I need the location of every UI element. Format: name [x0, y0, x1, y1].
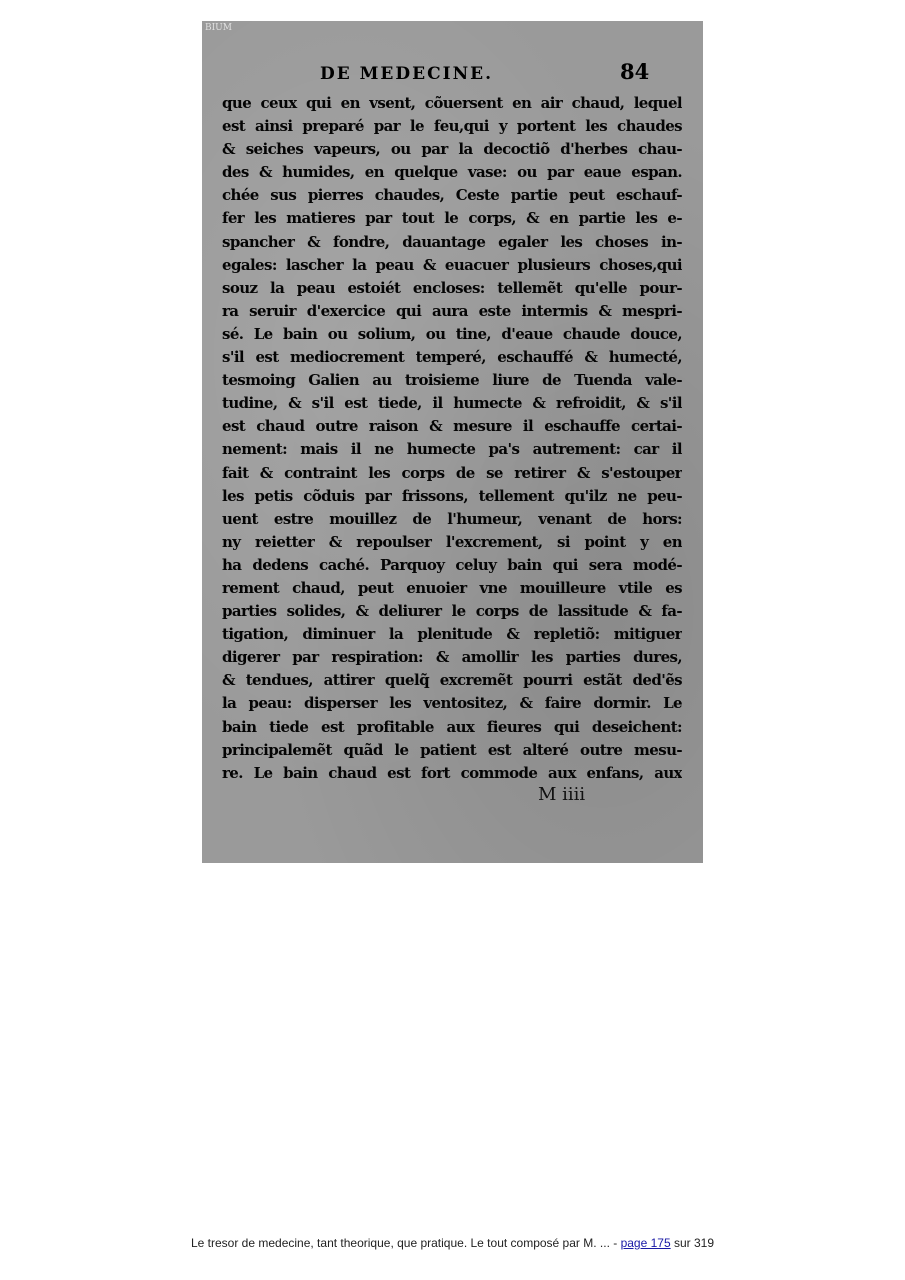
text-line: bain tiede est profitable aux fieures qui deseichent:: [222, 717, 682, 736]
signature-mark: M iiii: [538, 784, 586, 805]
text-line: chée sus pierres chaudes, Ceste partie peut eschauf-: [222, 186, 682, 205]
text-line: que ceux qui en vsent, cõuersent en air chaud, lequel: [222, 94, 682, 112]
text-line: re. Le bain chaud est fort commode aux enfans, aux: [222, 763, 682, 782]
text-line: & seiches vapeurs, ou par la decoctiõ d'herbes chau-: [222, 140, 682, 159]
text-line: tesmoing Galien au troisieme liure de Tuenda vale-: [222, 371, 682, 390]
text-line: ny reietter & repoulser l'excrement, si point y en: [222, 532, 682, 551]
text-line: sé. Le bain ou solium, ou tine, d'eaue chaude douce,: [222, 324, 682, 343]
text-line: egales: lascher la peau & euacuer plusieurs choses,qui: [222, 255, 682, 274]
document-caption: Le tresor de medecine, tant theorique, que pratique. Le tout composé par M. ... -: [190, 1236, 621, 1250]
text-line: s'il est mediocrement temperé, eschauffé & humecté,: [222, 348, 682, 367]
text-line: parties solides, & deliurer le corps de lassitude & fa-: [222, 602, 682, 621]
printed-page-number: 84: [620, 59, 650, 84]
running-title: DE MEDECINE.: [320, 64, 493, 84]
text-line: uent estre mouillez de l'humeur, venant de hors:: [222, 509, 682, 528]
text-line: nement: mais il ne humecte pa's autrement: car il: [222, 440, 682, 459]
text-line: digerer par respiration: & amollir les parties dures,: [222, 648, 682, 667]
text-line: fait & contraint les corps de se retirer & s'estouper: [222, 463, 682, 482]
text-line: est chaud outre raison & mesure il eschauffe certai-: [222, 417, 682, 436]
text-line: & tendues, attirer quelq̃ excremẽt pourri estãt ded'ẽs: [222, 671, 682, 690]
text-line: est ainsi preparé par le feu,qui y portent les chaudes: [222, 117, 682, 136]
page-total: sur 319: [670, 1236, 714, 1250]
text-line: des & humides, en quelque vase: ou par eaue espan.: [222, 163, 682, 182]
text-line: rement chaud, peut enuoier vne mouilleure vtile es: [222, 578, 682, 597]
scanned-page-image: [202, 21, 703, 863]
text-line: les petis cõduis par frissons, tellement qu'ilz ne peu-: [222, 486, 682, 505]
text-line: tigation, diminuer la plenitude & repletiõ: mitiguer: [222, 625, 682, 644]
page-footer: [0, 1236, 905, 1250]
text-line: fer les matieres par tout le corps, & en partie les e-: [222, 209, 682, 228]
text-line: la peau: disperser les ventositez, & faire dormir. Le: [222, 694, 682, 713]
page-link[interactable]: page 175: [620, 1236, 671, 1250]
library-watermark: BIUM: [205, 23, 232, 33]
body-text: [222, 92, 682, 785]
text-line: ha dedens caché. Parquoy celuy bain qui sera modé-: [222, 555, 682, 574]
text-line: spancher & fondre, dauantage egaler les choses in-: [222, 232, 682, 251]
text-line: ra seruir d'exercice qui aura este intermis & mespri-: [222, 301, 682, 320]
running-head: [202, 59, 703, 89]
text-line: tudine, & s'il est tiede, il humecte & refroidit, & s'il: [222, 394, 682, 413]
text-line: souz la peau estoiét encloses: tellemẽt qu'elle pour-: [222, 278, 682, 297]
text-line: principalemẽt quãd le patient est alteré outre mesu-: [222, 740, 682, 759]
